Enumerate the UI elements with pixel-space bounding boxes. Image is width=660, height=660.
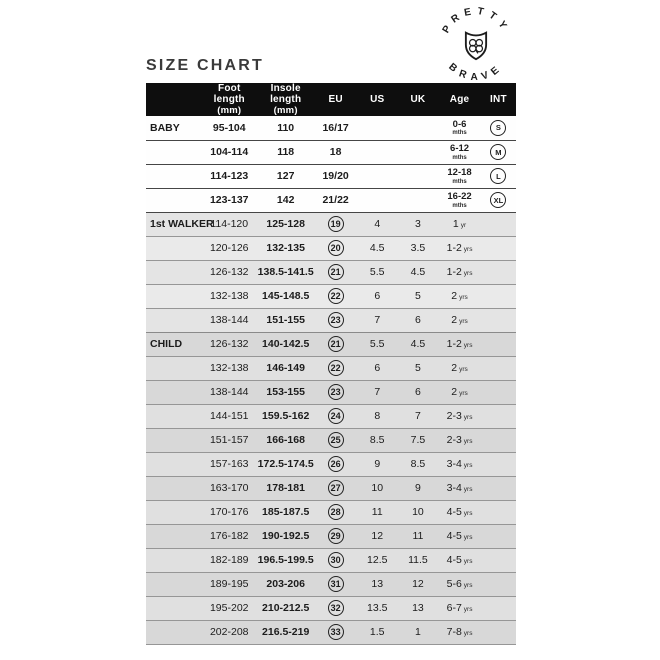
uk-header: UK — [410, 94, 426, 106]
table-row — [146, 404, 516, 428]
foot-length-cell: 114-123 — [210, 170, 249, 183]
insole-length-cell: 172.5-174.5 — [257, 458, 314, 471]
insole-length-cell: 127 — [276, 170, 295, 183]
int-cell — [481, 212, 516, 236]
section-label — [146, 284, 202, 308]
uk-cell: 8.5 — [410, 458, 426, 471]
foot-length-cell: 95-104 — [212, 122, 246, 135]
eu-cell: 21 — [314, 260, 357, 284]
table-row — [146, 212, 516, 236]
eu-cell: 19/20 — [322, 170, 349, 183]
eu-cell: 28 — [314, 500, 357, 524]
uk-cell: 1 — [415, 626, 421, 639]
foot-length-cell: 132-138 — [209, 362, 249, 375]
age-cell: 16-22 mths — [447, 191, 472, 209]
foot-length-cell: 144-151 — [209, 410, 249, 423]
int-cell — [481, 596, 516, 620]
foot-length-cell: 132-138 — [209, 290, 249, 303]
insole-length-cell: 185-187.5 — [262, 506, 310, 519]
us-cell: 7 — [374, 386, 381, 399]
age-cell: 1-2 yrs — [446, 266, 473, 279]
us-cell: 4.5 — [369, 242, 385, 255]
int-cell — [481, 548, 516, 572]
foot-length-cell: 126-132 — [209, 338, 249, 351]
int-cell: L — [481, 164, 516, 188]
eu-cell: 30 — [314, 548, 357, 572]
eu-cell: 25 — [314, 428, 357, 452]
table-header-row — [146, 83, 516, 116]
uk-cell — [398, 164, 439, 188]
int-header: INT — [490, 94, 507, 106]
int-cell — [481, 380, 516, 404]
int-cell — [481, 476, 516, 500]
shield-clover-icon — [466, 33, 486, 60]
int-cell — [481, 572, 516, 596]
age-cell: 2 yrs — [451, 290, 468, 303]
section-label — [146, 356, 202, 380]
uk-cell: 11.5 — [408, 554, 428, 567]
eu-cell: 29 — [314, 524, 357, 548]
size-chart-table — [146, 83, 516, 645]
us-cell: 4 — [374, 218, 381, 231]
eu-cell: 21/22 — [322, 194, 349, 207]
insole-length-header: Insole length (mm) — [270, 83, 302, 116]
us-cell: 6 — [374, 362, 381, 375]
uk-cell — [398, 116, 439, 140]
age-cell: 12-18 mths — [447, 167, 472, 185]
insole-length-cell: 196.5-199.5 — [257, 554, 314, 567]
table-row — [146, 260, 516, 284]
insole-length-cell: 138.5-141.5 — [257, 266, 314, 279]
foot-length-cell: 163-170 — [209, 482, 249, 495]
foot-length-cell: 195-202 — [209, 602, 249, 615]
foot-length-cell: 202-208 — [209, 626, 249, 639]
section-label — [146, 548, 202, 572]
section-label — [146, 236, 202, 260]
table-row — [146, 476, 516, 500]
us-cell: 5.5 — [369, 266, 385, 279]
us-cell — [357, 164, 398, 188]
uk-cell: 6 — [415, 314, 421, 327]
uk-cell: 7.5 — [410, 434, 426, 447]
eu-cell: 33 — [314, 620, 357, 644]
int-cell — [481, 620, 516, 644]
eu-cell: 18 — [329, 146, 342, 159]
us-cell: 8.5 — [369, 434, 385, 447]
size-table-body — [146, 116, 516, 644]
us-cell: 8 — [374, 410, 381, 423]
eu-cell: 23 — [314, 308, 357, 332]
eu-cell: 20 — [314, 236, 357, 260]
eu-cell: 19 — [314, 212, 357, 236]
eu-cell: 32 — [314, 596, 357, 620]
age-cell: 2 yrs — [451, 386, 468, 399]
insole-length-cell: 166-168 — [266, 434, 305, 447]
eu-cell: 24 — [314, 404, 357, 428]
us-cell: 12 — [371, 530, 384, 543]
foot-length-cell: 157-163 — [209, 458, 249, 471]
section-label — [146, 620, 202, 644]
age-cell: 2-3 yrs — [446, 434, 473, 447]
section-label — [146, 260, 202, 284]
eu-cell: 31 — [314, 572, 357, 596]
uk-cell: 11 — [412, 530, 424, 543]
us-cell: 1.5 — [369, 626, 385, 639]
age-cell: 1-2 yrs — [446, 242, 473, 255]
table-row — [146, 572, 516, 596]
uk-cell: 6 — [415, 386, 421, 399]
section-label — [146, 428, 202, 452]
foot-length-cell: 138-144 — [209, 386, 249, 399]
eu-cell: 22 — [314, 356, 357, 380]
foot-length-cell: 123-137 — [209, 194, 249, 207]
uk-cell: 12 — [412, 578, 424, 591]
logo-text-bottom: BRAVE — [446, 61, 506, 83]
uk-cell: 4.5 — [410, 338, 426, 351]
section-label — [146, 164, 202, 188]
int-cell — [481, 332, 516, 356]
age-cell: 2 yrs — [451, 362, 468, 375]
age-cell: 2-3 yrs — [446, 410, 473, 423]
section-label — [146, 572, 202, 596]
age-cell: 4-5 yrs — [446, 506, 473, 519]
section-label — [146, 308, 202, 332]
int-cell: XL — [481, 188, 516, 212]
section-label: CHILD — [150, 338, 183, 351]
insole-length-cell: 125-128 — [266, 218, 305, 231]
section-label: 1st WALKER — [150, 218, 214, 231]
uk-cell: 3 — [415, 218, 421, 231]
table-row — [146, 164, 516, 188]
table-row — [146, 140, 516, 164]
us-cell: 13.5 — [367, 602, 388, 615]
table-row — [146, 548, 516, 572]
foot-length-cell: 126-132 — [209, 266, 249, 279]
uk-cell — [398, 188, 439, 212]
eu-cell: 16/17 — [322, 122, 349, 135]
eu-cell: 21 — [314, 332, 357, 356]
int-cell — [481, 428, 516, 452]
age-cell: 3-4 yrs — [446, 458, 473, 471]
section-label — [146, 452, 202, 476]
eu-cell: 22 — [314, 284, 357, 308]
table-row — [146, 188, 516, 212]
age-cell: 3-4 yrs — [446, 482, 473, 495]
section-label — [146, 596, 202, 620]
int-cell — [481, 500, 516, 524]
int-cell — [481, 356, 516, 380]
int-cell — [481, 308, 516, 332]
int-cell: M — [481, 140, 516, 164]
foot-length-cell: 170-176 — [209, 506, 249, 519]
age-cell: 6-12 mths — [450, 143, 470, 161]
us-cell: 5.5 — [369, 338, 385, 351]
age-cell: 2 yrs — [451, 314, 468, 327]
age-cell: 4-5 yrs — [446, 554, 473, 567]
table-row — [146, 452, 516, 476]
us-cell: 10 — [371, 482, 384, 495]
uk-cell: 7 — [415, 410, 421, 423]
category-header — [146, 83, 202, 116]
us-cell — [357, 140, 398, 164]
age-cell: 1-2 yrs — [446, 338, 473, 351]
uk-cell: 9 — [415, 482, 421, 495]
insole-length-cell: 151-155 — [266, 314, 305, 327]
table-row — [146, 500, 516, 524]
table-row — [146, 356, 516, 380]
insole-length-cell: 178-181 — [266, 482, 305, 495]
table-row — [146, 284, 516, 308]
insole-length-cell: 210-212.5 — [262, 602, 310, 615]
uk-cell: 10 — [412, 506, 424, 519]
foot-length-cell: 182-189 — [209, 554, 249, 567]
age-cell: 6-7 yrs — [446, 602, 473, 615]
int-cell: S — [481, 116, 516, 140]
section-label — [146, 140, 202, 164]
foot-length-cell: 104-114 — [210, 146, 249, 159]
int-cell — [481, 524, 516, 548]
insole-length-cell: 140-142.5 — [262, 338, 310, 351]
insole-length-cell: 142 — [276, 194, 295, 207]
insole-length-cell: 146-149 — [266, 362, 305, 375]
us-cell: 12.5 — [367, 554, 388, 567]
table-row — [146, 620, 516, 644]
int-cell — [481, 284, 516, 308]
age-cell: 0-6 mths — [452, 118, 467, 137]
uk-cell — [398, 140, 439, 164]
eu-header: EU — [328, 94, 343, 106]
table-row — [146, 308, 516, 332]
int-cell — [481, 452, 516, 476]
foot-length-cell: 138-144 — [209, 314, 249, 327]
us-cell — [357, 116, 398, 140]
section-label — [146, 188, 202, 212]
section-label — [146, 380, 202, 404]
insole-length-cell: 145-148.5 — [262, 290, 310, 303]
foot-length-cell: 114-120 — [210, 218, 249, 231]
uk-cell: 3.5 — [410, 242, 426, 255]
section-label — [146, 524, 202, 548]
int-cell — [481, 260, 516, 284]
table-row — [146, 380, 516, 404]
foot-length-cell: 189-195 — [209, 578, 249, 591]
insole-length-cell: 132-135 — [266, 242, 305, 255]
table-row — [146, 116, 516, 140]
age-cell: 7-8 yrs — [446, 626, 473, 639]
uk-cell: 5 — [415, 290, 421, 303]
us-cell — [357, 188, 398, 212]
foot-length-cell: 176-182 — [209, 530, 249, 543]
us-header: US — [370, 94, 385, 106]
eu-cell: 26 — [314, 452, 357, 476]
section-label: BABY — [150, 122, 180, 135]
eu-cell: 23 — [314, 380, 357, 404]
insole-length-cell: 190-192.5 — [262, 530, 310, 543]
uk-cell: 5 — [415, 362, 421, 375]
us-cell: 7 — [374, 314, 381, 327]
insole-length-cell: 110 — [277, 122, 295, 135]
foot-length-header: Foot length (mm) — [213, 83, 245, 116]
uk-cell: 4.5 — [410, 266, 426, 279]
us-cell: 13 — [371, 578, 384, 591]
table-row — [146, 524, 516, 548]
age-cell: 4-5 yrs — [446, 530, 473, 543]
table-row — [146, 596, 516, 620]
age-header: Age — [449, 94, 470, 106]
uk-cell: 13 — [412, 602, 424, 615]
age-cell: 5-6 yrs — [446, 578, 473, 591]
insole-length-cell: 153-155 — [266, 386, 305, 399]
table-row — [146, 236, 516, 260]
table-row — [146, 332, 516, 356]
foot-length-cell: 151-157 — [209, 434, 249, 447]
pretty-brave-logo — [437, 5, 515, 83]
table-row — [146, 428, 516, 452]
us-cell: 11 — [371, 506, 383, 519]
insole-length-cell: 203-206 — [266, 578, 305, 591]
insole-length-cell: 216.5-219 — [262, 626, 310, 639]
us-cell: 9 — [374, 458, 381, 471]
logo-text-top: PRETTY — [440, 5, 512, 36]
us-cell: 6 — [374, 290, 381, 303]
int-cell — [481, 404, 516, 428]
foot-length-cell: 120-126 — [209, 242, 249, 255]
section-label — [146, 476, 202, 500]
section-label — [146, 500, 202, 524]
age-cell: 1 yr — [452, 218, 467, 231]
int-cell — [481, 236, 516, 260]
eu-cell: 27 — [314, 476, 357, 500]
insole-length-cell: 159.5-162 — [262, 410, 310, 423]
page-title: SIZE CHART — [146, 57, 264, 74]
insole-length-cell: 118 — [277, 146, 295, 159]
section-label — [146, 404, 202, 428]
